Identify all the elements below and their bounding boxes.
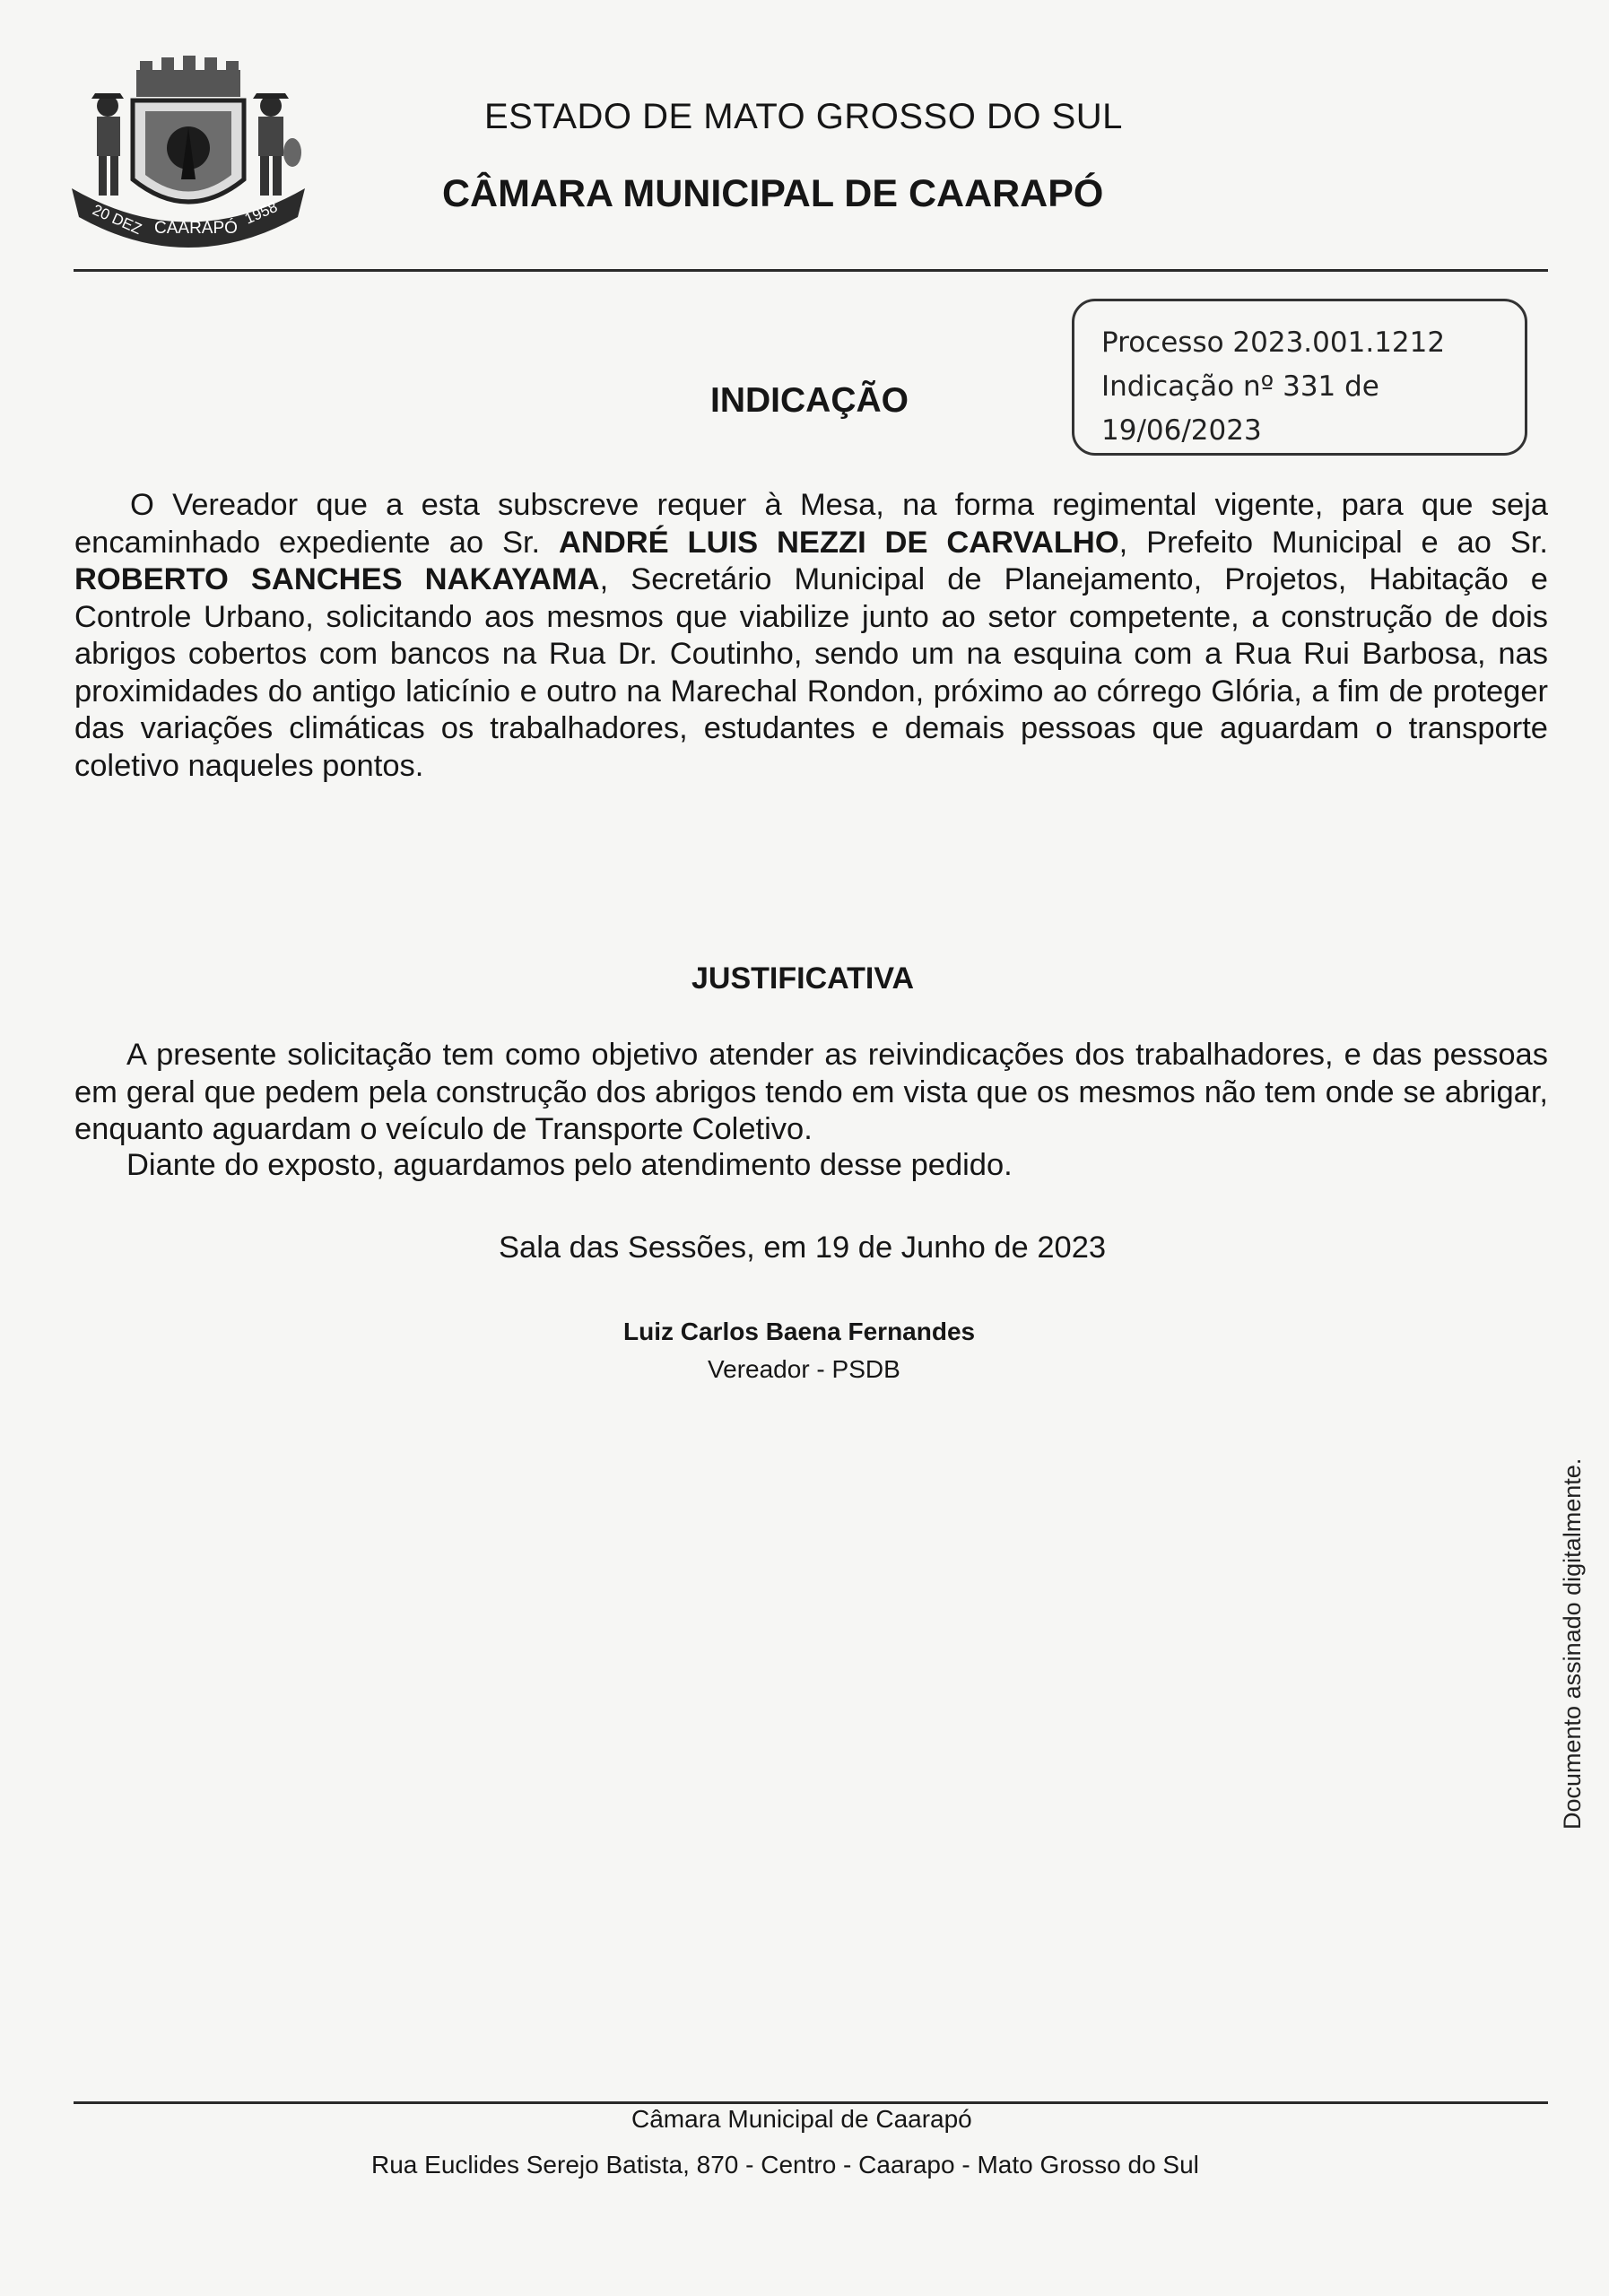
header-chamber: CÂMARA MUNICIPAL DE CAARAPÓ (442, 172, 1104, 215)
stamp-process-line: Processo 2023.001.1212 (1101, 326, 1446, 359)
header-divider (74, 269, 1548, 272)
municipal-crest-logo (63, 54, 314, 260)
svg-text:1958: 1958 (241, 197, 281, 228)
stamp-indication-line: Indicação nº 331 de (1101, 370, 1379, 403)
closing-request-line: Diante do exposto, aguardamos pelo atendimento desse pedido. (126, 1148, 1013, 1182)
paragraph-text-c: , Secretário Municipal de Planejamento, Projetos, Habitação e Controle Urbano, solicitando aos mesmos que viabilize junto ao setor competente, a construção de dois abrigos cobertos com bancos na Rua Dr. Coutinho, sendo um na esquina com a Rua Rui Barbosa, nas proximidades do antigo laticínio e outro na Marechal Rondon, próximo ao córrego Glória, a fim de proteger das variações climáticas os trabalhadores, estudantes e demais pessoas que aguardam o transporte coletivo naqueles pontos. (74, 562, 1548, 783)
stamp-date-line: 19/06/2023 (1101, 414, 1262, 447)
mayor-name: ANDRÉ LUIS NEZZI DE CARVALHO (559, 525, 1119, 560)
paragraph-text-a: O Vereador que a esta subscreve requer à Mesa, na forma regimental vigente, para que seja encaminhado expediente ao Sr. (74, 488, 1548, 560)
footer-address: Rua Euclides Serejo Batista, 870 - Centro - Caarapo - Mato Grosso do Sul (371, 2151, 1199, 2179)
signer-name: Luiz Carlos Baena Fernandes (623, 1318, 976, 1345)
indicacao-title: INDICAÇÃO (710, 381, 909, 420)
secretary-name: ROBERTO SANCHES NAKAYAMA (74, 562, 600, 596)
justificativa-title: JUSTIFICATIVA (691, 961, 915, 996)
indicacao-paragraph (74, 487, 1548, 785)
paragraph-text-b: , Prefeito Municipal e ao Sr. (1118, 525, 1548, 560)
svg-text:CAARAPÓ: CAARAPÓ (154, 219, 238, 238)
footer-institution: Câmara Municipal de Caarapó (631, 2105, 972, 2133)
header-state: ESTADO DE MATO GROSSO DO SUL (484, 97, 1123, 136)
footer-divider (74, 2101, 1548, 2104)
svg-text:20 DEZ: 20 DEZ (90, 201, 144, 239)
process-stamp-box (1072, 299, 1527, 456)
place-and-date: Sala das Sessões, em 19 de Junho de 2023 (499, 1231, 1107, 1265)
justificativa-paragraph: A presente solicitação tem como objetivo atender as reivindicações dos trabalhadores, e das pessoas em geral que pedem pela construção dos abrigos tendo em vista que os mesmos não tem onde se abrigar, enquanto aguardam o veículo de Transporte Coletivo. (74, 1038, 1548, 1146)
signer-role: Vereador - PSDB (708, 1355, 900, 1383)
digital-signature-note: Documento assinado digitalmente. (1559, 1457, 1586, 1830)
